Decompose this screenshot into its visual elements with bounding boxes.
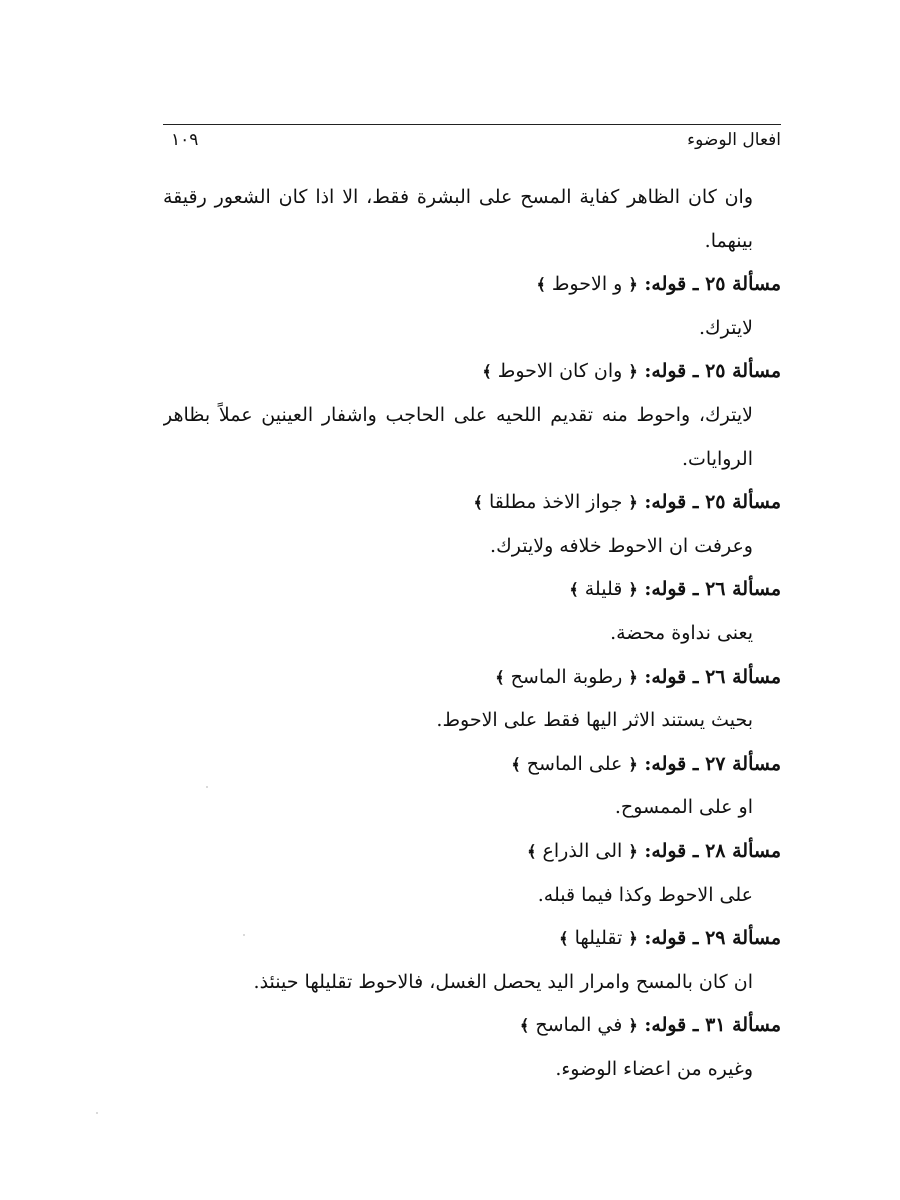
- page-header: [163, 128, 781, 152]
- body-line: بينهما.: [704, 229, 753, 252]
- issue-heading: [163, 568, 781, 612]
- ornate-brace-close: ﴾: [511, 754, 521, 774]
- ornate-brace-open: ﴿: [628, 754, 638, 774]
- ornate-brace-open: ﴿: [628, 275, 638, 295]
- ornate-brace-open: ﴿: [628, 580, 638, 600]
- quoted-phrase: [495, 666, 638, 688]
- issue-label: مسألة ٢٥ ـ قوله:: [644, 273, 781, 296]
- issue-heading: [163, 743, 781, 787]
- issue-heading: [163, 656, 781, 700]
- body-line: وان كان الظاهر كفاية المسح على البشرة فقط، الا اذا كان الشعور رقيقة: [163, 186, 753, 208]
- quoted-text: على الماسح: [526, 752, 623, 775]
- body-text: [163, 176, 781, 1091]
- ornate-brace-open: ﴿: [628, 929, 638, 949]
- quoted-phrase: [527, 840, 638, 862]
- body-line: لايترك.: [698, 316, 753, 339]
- issue-label: مسألة ٢٩ ـ قوله:: [644, 927, 781, 950]
- issue-heading: [163, 263, 781, 307]
- body-line: بحيث يستند الاثر اليها فقط على الاحوط.: [436, 709, 753, 732]
- quoted-phrase: [474, 491, 638, 513]
- scan-speck: [96, 1112, 98, 1114]
- body-line: ان كان بالمسح وامرار اليد يحصل الغسل، فالاحوط تقليلها حينئذ.: [253, 970, 753, 993]
- ornate-brace-open: ﴿: [628, 1016, 638, 1036]
- quoted-text: جواز الاخذ مطلقا: [488, 491, 623, 514]
- quoted-phrase: [482, 360, 637, 382]
- header-rule: [163, 124, 781, 125]
- issue-label: مسألة ٣١ ـ قوله:: [644, 1014, 781, 1037]
- issue-label: مسألة ٢٨ ـ قوله:: [644, 839, 781, 862]
- quoted-text: قليلة: [584, 578, 623, 601]
- issue-label: مسألة ٢٥ ـ قوله:: [644, 491, 781, 514]
- issue-label: مسألة ٢٧ ـ قوله:: [644, 752, 781, 775]
- issue-heading: [163, 481, 781, 525]
- issue-heading: [163, 350, 781, 394]
- ornate-brace-close: ﴾: [536, 275, 546, 295]
- scan-speck: [206, 786, 208, 788]
- quoted-phrase: [559, 927, 638, 949]
- ornate-brace-open: ﴿: [628, 493, 638, 513]
- quoted-phrase: [511, 753, 637, 775]
- quoted-phrase: [520, 1014, 638, 1036]
- quoted-text: رطوبة الماسح: [510, 665, 623, 688]
- ornate-brace-close: ﴾: [569, 580, 579, 600]
- issue-heading: [163, 1004, 781, 1048]
- ornate-brace-close: ﴾: [482, 362, 492, 382]
- body-line: وعرفت ان الاحوط خلافه ولايترك.: [490, 534, 753, 557]
- body-line: وغيره من اعضاء الوضوء.: [555, 1057, 753, 1080]
- quoted-phrase: [536, 273, 637, 295]
- quoted-text: وان كان الاحوط: [497, 360, 623, 383]
- body-line: الروايات.: [681, 447, 753, 470]
- issue-label: مسألة ٢٦ ـ قوله:: [644, 578, 781, 601]
- body-line: يعنى نداوة محضة.: [610, 621, 753, 644]
- body-line: او على الممسوح.: [614, 796, 753, 819]
- ornate-brace-close: ﴾: [473, 493, 483, 513]
- quoted-text: تقليلها: [574, 927, 623, 950]
- ornate-brace-close: ﴾: [495, 667, 505, 687]
- quoted-text: في الماسح: [535, 1014, 623, 1037]
- quoted-text: الى الذراع: [542, 839, 623, 862]
- issue-heading: [163, 830, 781, 874]
- scan-speck: [243, 934, 245, 936]
- quoted-phrase: [569, 578, 637, 600]
- ornate-brace-close: ﴾: [519, 1016, 530, 1036]
- issue-heading: [163, 917, 781, 961]
- page-number: ١٠٩: [171, 130, 199, 150]
- body-line: لايترك، واحوط منه تقديم اللحيه على الحاجب واشفار العينين عملاً بظاهر: [163, 403, 753, 426]
- ornate-brace-close: ﴾: [559, 929, 569, 949]
- ornate-brace-open: ﴿: [628, 667, 638, 687]
- issue-label: مسألة ٢٥ ـ قوله:: [644, 360, 781, 383]
- ornate-brace-open: ﴿: [628, 841, 638, 861]
- ornate-brace-open: ﴿: [628, 362, 638, 382]
- running-title: افعال الوضوء: [687, 130, 781, 150]
- body-line: على الاحوط وكذا فيما قبله.: [537, 883, 753, 906]
- issue-label: مسألة ٢٦ ـ قوله:: [644, 665, 781, 688]
- quoted-text: و الاحوط: [551, 273, 623, 296]
- ornate-brace-close: ﴾: [527, 841, 537, 861]
